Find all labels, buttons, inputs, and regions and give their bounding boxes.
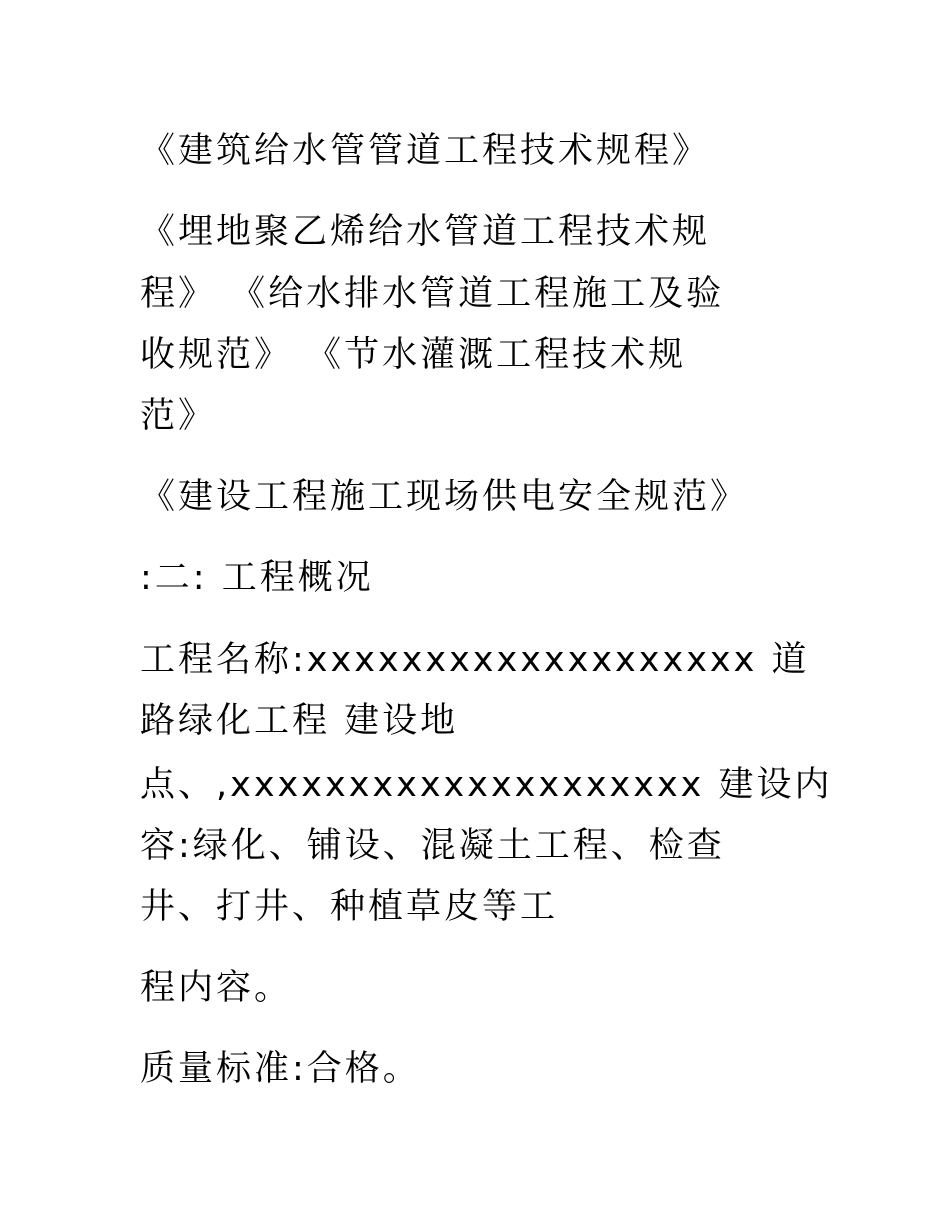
text-line: 程》 《给水排水管道工程施工及验 (140, 274, 725, 314)
text-line: 容:绿化、铺设、混凝土工程、检查 (140, 826, 725, 866)
text-line: 收规范》 《节水灌溉工程技术规 (140, 335, 687, 375)
text-line: 范》 (140, 396, 217, 436)
text-line: 《建筑给水管管道工程技术规程》 (140, 131, 711, 171)
text-line: 《埋地聚乙烯给水管道工程技术规 (140, 212, 711, 252)
text-line: 程内容。 (140, 968, 293, 1008)
text-line: 质量标准:合格。 (140, 1049, 421, 1089)
text-line: 工程名称:xxxxxxxxxxxxxxxxxxx 道 (140, 640, 810, 680)
text-line: 点、,xxxxxxxxxxxxxxxxxxxx 建设内 (140, 765, 833, 805)
text-line: 路绿化工程 建设地 (140, 701, 459, 741)
section-heading: :二: 工程概况 (140, 558, 374, 598)
text-line: 井、打井、种植草皮等工 (140, 887, 559, 927)
text-line: 《建设工程施工现场供电安全规范》 (140, 477, 749, 517)
